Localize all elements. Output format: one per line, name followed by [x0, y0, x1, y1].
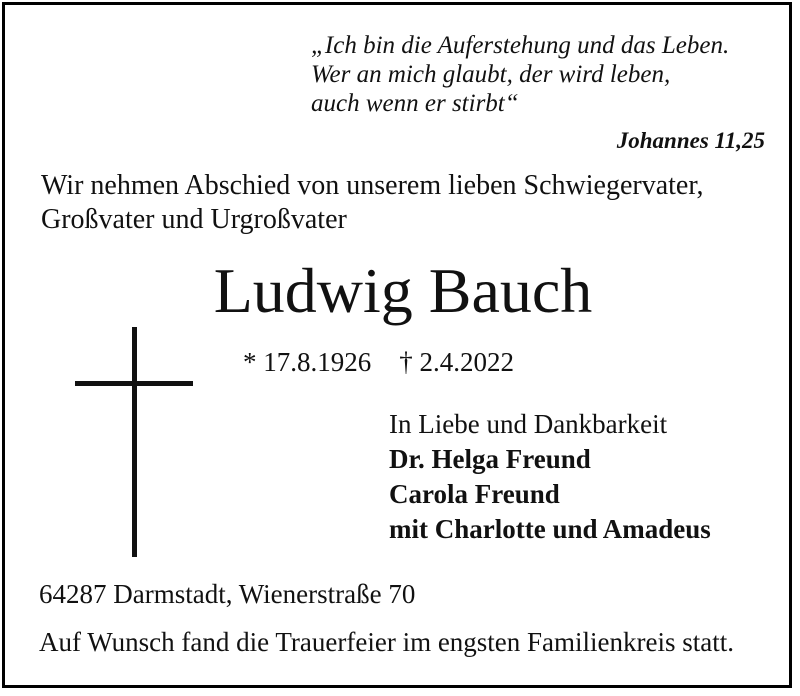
birth-date: * 17.8.1926: [243, 347, 372, 377]
life-dates: [243, 347, 514, 378]
mourners-block: [389, 407, 711, 547]
mourners-intro: In Liebe und Dankbarkeit: [389, 409, 668, 439]
latin-cross-icon: [75, 327, 193, 557]
address: 64287 Darmstadt, Wienerstraße 70: [39, 579, 416, 609]
deceased-name: Ludwig Bauch: [213, 255, 593, 326]
bible-quote: [311, 31, 781, 118]
farewell-intro: [41, 169, 781, 237]
obituary-notice: [2, 2, 792, 688]
mourner-name: Dr. Helga Freund: [389, 444, 591, 474]
cross-horizontal-bar: [75, 381, 193, 386]
mourner-name: mit Charlotte und Amadeus: [389, 514, 711, 544]
cross-vertical-bar: [132, 327, 137, 557]
mourner-name: Carola Freund: [389, 479, 560, 509]
intro-line-2: Großvater und Urgroßvater: [41, 204, 347, 235]
quote-line-2: Wer an mich glaubt, der wird leben,: [311, 61, 671, 88]
death-date: † 2.4.2022: [399, 347, 514, 377]
quote-line-3: auch wenn er stirbt“: [311, 90, 519, 117]
intro-line-1: Wir nehmen Abschied von unserem lieben Schwiegervater,: [41, 170, 704, 201]
funeral-note: Auf Wunsch fand die Trauerfeier im engsten Familienkreis statt.: [39, 627, 735, 657]
quote-reference: Johannes 11,25: [616, 128, 765, 153]
quote-line-1: „Ich bin die Auferstehung und das Leben.: [311, 32, 730, 59]
